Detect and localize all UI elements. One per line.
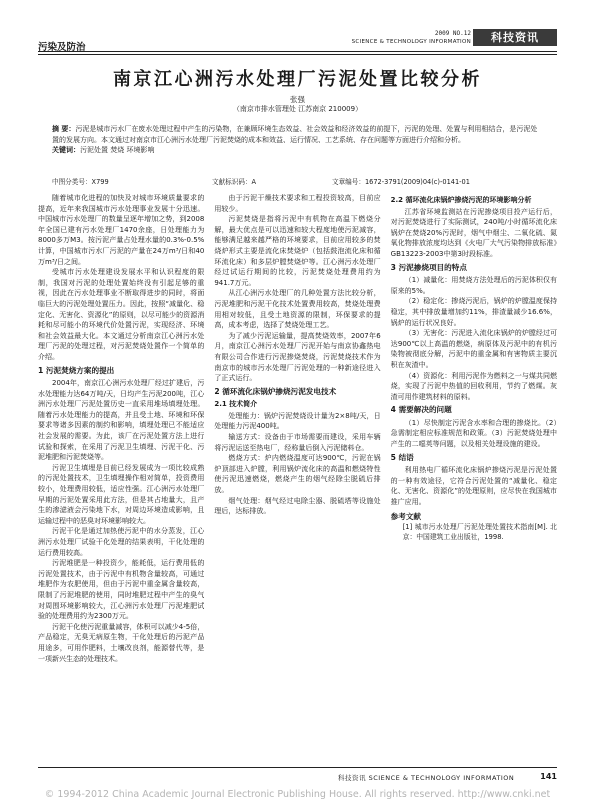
footer-journal-name: 科技资讯 SCIENCE & TECHNOLOGY INFORMATION — [338, 774, 515, 782]
paragraph: 处理能力：锅炉污泥焚烧设计量为2×8吨/天，日处理能力污泥400吨。 — [214, 411, 381, 431]
abstract-text: 污泥是城市污水厂在废水处理过程中产生的污染物，在兼顾环境生态效益、社会效益和经济效益的前提下，污泥的处理、处置与利用相结合，是污泥处置的发展方向。本文通过对南京市江心洲污水处理厂污泥焚烧的成本和效益、运行情况、工艺系统、存在问题等方面进行介绍和分析。 — [52, 125, 538, 144]
column-2 — [214, 193, 380, 768]
paragraph: 随着城市化进程的加快及对城市环境质量要求的提高，近年来我国城市污水处理事业发展十分迅速。中国城市污水处理厂的数量呈逐年增加之势，到2008年全国已建有污水处理厂1470余座，日处理能力为8000多万M3。按污泥产量占处理水量的0.3%-0.5%计算，中国城市污水厂污泥的产量在24万m³/日和40万m³/日之间。 — [38, 194, 205, 266]
document-code: 文献标识码：A — [212, 178, 257, 186]
section-heading: 5 结语 — [390, 452, 414, 462]
reference-item: [1] 城市污水处理厂污泥处理处置技术指南[M]. 北京：中国建筑工业出版社，1998. — [402, 523, 557, 542]
journal-english-name: SCIENCE & TECHNOLOGY INFORMATION — [351, 39, 471, 45]
page-header — [38, 26, 557, 54]
references-heading: 参考文献 — [390, 511, 422, 521]
section-heading: 1 污泥焚烧方案的提出 — [38, 365, 115, 375]
subsection-heading: 2.2 循环流化床锅炉掺烧污泥的环境影响分析 — [390, 196, 532, 204]
paragraph: 江苏省环境监测站在污泥掺烧项目投产运行后，对污泥焚烧进行了实际测试，240吨/小时循环流化床锅炉在焚烧20%污泥时，烟气中烟尘、二氧化硫、氮氧化物排放浓度均达到《火电厂大气污染物排放标准》GB13223-2003中第3时段标准。 — [390, 207, 557, 258]
page-number: 141 — [540, 772, 557, 781]
column-1 — [38, 193, 204, 768]
subsection-heading: 2.1 技术简介 — [214, 400, 258, 409]
paragraph: （1）尽快制定污泥含水率和合理的掺烧比。（2）急需制定相应标准规范和政策。（3）污泥焚烧处理中产生的二噁英等问题，以及相关处理设施的建设。 — [390, 418, 557, 449]
author-affiliation: （南京市排水管理处 江苏南京 210009） — [232, 105, 363, 113]
paragraph: 污泥卫生填埋是目前已经发展成为一项比较成熟的污泥处置技术，卫生填埋操作相对简单，投资费用较小，处理费用较低，适应性强。江心洲污水处理厂早期的污泥处置采用此方法，但是其占地量大，且产生的渗滤液会污染地下水，对周边环境造成影响，且运输过程中的恶臭对环境影响较大。 — [38, 463, 205, 525]
paragraph: 2004年，南京江心洲污水处理厂经过扩建后，污水处理能力达64万吨/天，日均产生污泥200吨，江心洲污水处理厂污泥处置历史一直采用堆场填埋处理。随着污水处理能力的提高，并且受土地、环境和环保要求等诸多因素的制约和影响，填埋处理已不能适应社会发展的需要。为此，该厂在污泥处置方法上进行试验和探索，在采用了污泥卫生填埋、污泥干化、污泥堆肥和污泥焚烧等。 — [38, 379, 205, 462]
paragraph: 污泥干化使污泥重量减容，体积可以减少4-5倍，产品稳定，无臭无病原生物，干化处理后的污泥产品用途多，可用作肥料，土壤改良剂，能源替代等，是一项新兴生态的处理技术。 — [38, 622, 205, 663]
article-title: 南京江心洲污水处理厂污泥处置比较分析 — [113, 69, 482, 90]
paragraph: 受城市污水处理建设发展水平和认识程度的限制，我国对污泥的处理处置始终没有引起足够的重视，因此在污水处理事业不断取得进步的同时，将面临巨大的污泥处理处置压力。因此，按照“减量化、稳定化、无害化、资源化”的原则，以尽可能少的资源消耗和尽可能小的环境代价处置污泥，实现经济、环境和社会效益最大化。本文通过分析南京江心洲污水处理厂污泥的处理过程，对污泥焚烧处置作一个简单的介绍。 — [38, 268, 205, 361]
clc-number: 中图分类号：X799 — [52, 178, 109, 186]
section-heading: 3 污泥掺烧项目的特点 — [390, 262, 467, 272]
paragraph: （1）减量化：用焚烧方法处理后的污泥体积仅有原来的5%。 — [390, 276, 557, 295]
abstract-block — [52, 124, 543, 156]
paragraph: 从江心洲污水处理厂的几种处置方法比较分析，污泥堆肥和污泥干化技术处置费用较高，焚烧处理费用相对较低，且受土地资源的限制，环保要求的提高，成本考虑，选择了焚烧处理工艺。 — [214, 289, 381, 330]
page-footer — [38, 767, 557, 783]
header-divider-thin — [38, 54, 557, 55]
keywords-label: 关键词： — [52, 146, 80, 154]
paragraph: 污泥干化是通过加热使污泥中的水分蒸发，江心洲污水处理厂试验干化处理的结果表明，干化处理的运行费用较高。 — [38, 527, 205, 557]
paragraph: 为了减少污泥运输量，提高焚烧效率，2007年6月，南京江心洲污水处理厂污泥开始与南京协鑫热电有限公司合作进行污泥掺烧焚烧，污泥焚烧技术作为南京市的城市污水处理厂污泥处理的一种新途径进入了正式运行。 — [214, 331, 381, 383]
classification-row — [52, 176, 543, 186]
abstract — [52, 124, 543, 145]
paragraph: 输送方式：设备由于市场需要而建设，采用车辆将污泥运送至热电厂，经称量后倒入污泥储料仓。 — [214, 433, 381, 452]
paragraph: 燃烧方式：炉内燃烧温度可达900℃，污泥在锅炉顶部进入炉膛，利用锅炉流化床的高温和燃烧特性使污泥迅速燃烧，燃烧产生的烟气经除尘脱硫后排放。 — [214, 454, 381, 495]
article-author: 张强 — [290, 95, 305, 104]
journal-brand-logo: 科技资讯 — [473, 29, 557, 46]
column-3 — [391, 193, 557, 768]
section-heading: 4 需要解决的问题 — [390, 405, 452, 415]
paragraph: （4）资源化：利用污泥作为燃料之一与煤共同燃烧，实现了污泥中热值的回收利用，节约了燃煤。灰渣可用作建筑材料的原料。 — [390, 371, 557, 401]
copyright-notice: © 1994-2012 China Academic Journal Electronic Publishing House. All rights reserved. http://www.cnki.net — [44, 789, 551, 800]
paragraph: 利用热电厂循环流化床锅炉掺烧污泥是污泥处置的一种有效途径，它符合污泥处置的“减量化、稳定化、无害化、资源化”的处理原则，应尽快在我国城市推广应用。 — [390, 466, 557, 507]
article-id: 文章编号：1672-3791(2009)04(c)-0141-01 — [332, 178, 470, 186]
body-columns — [38, 193, 557, 768]
paragraph: （2）稳定化：掺烧污泥后，锅炉的炉膛温度保持稳定，其中排放量增加约11%，排渣量减少16.6%，锅炉的运行状况良好。 — [390, 297, 557, 327]
paragraph: 污泥堆肥是一种投资少，能耗低，运行费用低的污泥处置技术，由于污泥中有机物含量较高，可通过堆肥作为农肥使用，但由于污泥中重金属含量较高，限制了污泥堆肥的使用，同时堆肥过程中产生的臭气对周围环境影响较大，江心洲污水处理厂污泥堆肥试验的处理费用约为2300万元。 — [38, 559, 205, 621]
paragraph: 由于污泥干燥技术要求和工程投资较高，目前应用较少。 — [214, 194, 381, 213]
header-divider — [38, 51, 557, 52]
paragraph: 污泥焚烧是指将污泥中有机物在高温下燃烧分解，最大优点是可以迅速和较大程度地使污泥减容，能够满足越来越严格的环境要求，目前应用较多的焚烧炉形式主要是流化床焚烧炉（包括鼓泡流化床和循环流化床）和多层炉膛焚烧炉等。江心洲污水处理厂经过试运行期间的比较，污泥焚烧处理费用约为941.7万元。 — [214, 215, 381, 287]
issue-number: 2009 NO.12 — [434, 30, 471, 37]
abstract-label: 摘 要： — [52, 125, 76, 133]
section-heading: 2 循环流化床锅炉掺烧污泥发电技术 — [214, 386, 337, 396]
keywords-text: 污泥处置 焚烧 环境影响 — [80, 146, 155, 154]
paragraph: 烟气处理：烟气经过电除尘器、脱硫塔等设施处理后，达标排放。 — [214, 496, 381, 516]
paragraph: （3）无害化：污泥进入流化床锅炉的炉膛经过可达900℃以上高温的燃烧，病原体及污泥中的有机污染物被彻底分解，污泥中的重金属和有害物质主要沉积在灰渣中。 — [390, 329, 557, 369]
section-label: 污染及防治 — [38, 42, 86, 53]
keywords — [52, 145, 543, 156]
